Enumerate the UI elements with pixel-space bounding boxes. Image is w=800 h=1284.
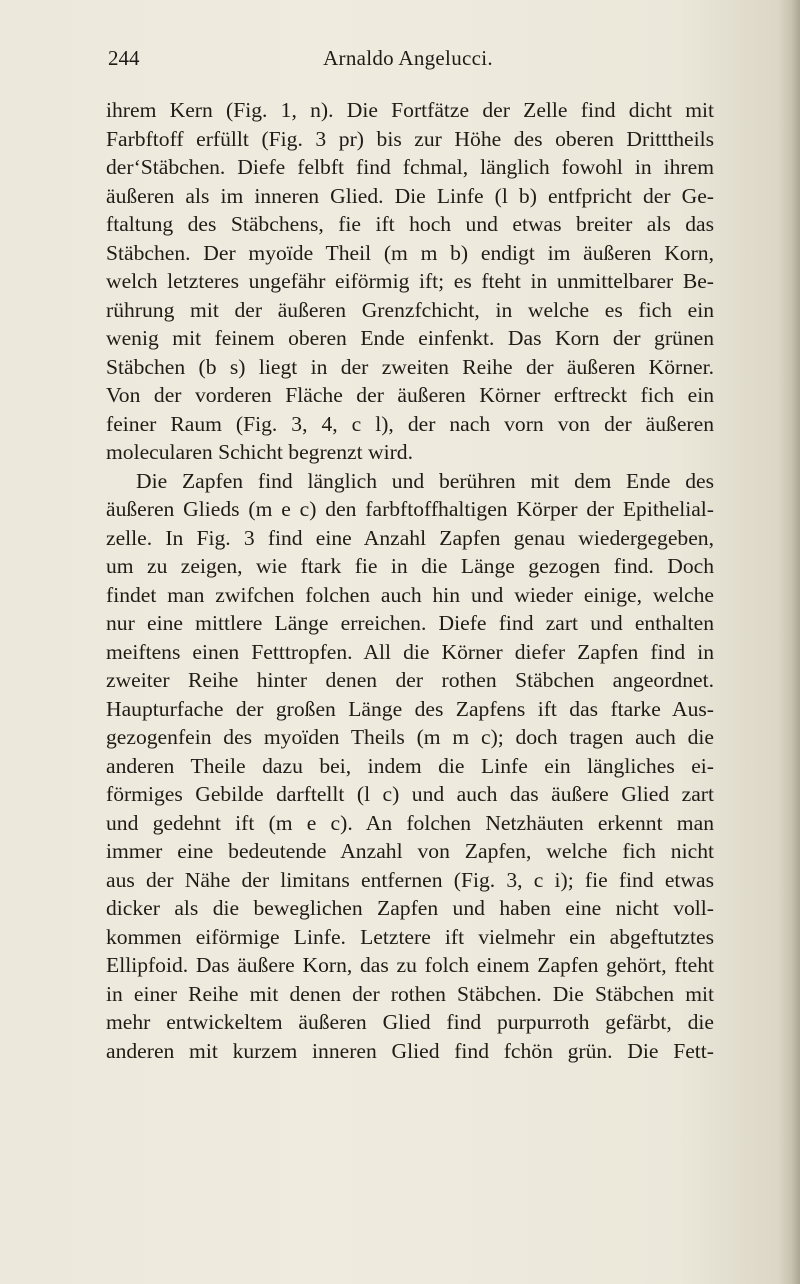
text-line: feiner Raum (Fig. 3, 4, c l), der nach vorn von der äußeren — [106, 411, 714, 436]
body-text — [106, 96, 714, 1065]
text-line: aus der Nähe der limitans entfernen (Fig. 3, c i); fie find etwas — [106, 867, 714, 892]
text-line: zelle. In Fig. 3 find eine Anzahl Zapfen genau wiedergegeben, — [106, 525, 714, 550]
text-line: Farbftoff erfüllt (Fig. 3 pr) bis zur Höhe des oberen Dritttheils — [106, 126, 714, 151]
text-line: anderen Theile dazu bei, indem die Linfe ein längliches ei- — [106, 753, 714, 778]
text-line: Haupturfache der großen Länge des Zapfens ift das ftarke Aus- — [106, 696, 714, 721]
text-line: immer eine bedeutende Anzahl von Zapfen, welche fich nicht — [106, 839, 714, 863]
text-line: Stäbchen (b s) liegt in der zweiten Reihe der äußeren Körner. — [106, 354, 714, 379]
text-line: dicker als die beweglichen Zapfen und haben eine nicht voll- — [106, 896, 714, 920]
text-line: rührung mit der äußeren Grenzfchicht, in welche es fich ein — [106, 297, 714, 322]
text-line: wenig mit feinem oberen Ende einfenkt. Das Korn der grünen — [106, 326, 714, 350]
text-line: äußeren Glieds (m e c) den farbftoffhaltigen Körper der Epithelial- — [106, 497, 714, 521]
text-line: mehr entwickeltem äußeren Glied find purpurroth gefärbt, die — [106, 1010, 714, 1034]
text-line: in einer Reihe mit denen der rothen Stäbchen. Die Stäbchen mit — [106, 981, 714, 1006]
text-line: Stäbchen. Der myoïde Theil (m m b) endigt im äußeren Korn, — [106, 240, 714, 265]
page-edge-shadow — [778, 0, 800, 1284]
text-line: Ellipfoid. Das äußere Korn, das zu folch einem Zapfen gehört, fteht — [106, 953, 714, 977]
text-line: Die Zapfen find länglich und berühren mit dem Ende des — [136, 468, 714, 493]
paragraph-2 — [106, 467, 714, 1066]
text-line: kommen eiförmige Linfe. Letztere ift vielmehr ein abgeftutztes — [106, 924, 714, 949]
text-line: und gedehnt ift (m e c). An folchen Netzhäuten erkennt man — [106, 810, 714, 835]
page-number: 244 — [108, 46, 140, 70]
text-line: zweiter Reihe hinter denen der rothen Stäbchen angeordnet. — [106, 668, 714, 692]
text-line: nur eine mittlere Länge erreichen. Diefe find zart und enthalten — [106, 611, 714, 635]
text-line: gezogenfein des myoïden Theils (m m c); doch tragen auch die — [106, 725, 714, 749]
text-line: welch letzteres ungefähr eiförmig ift; es fteht in unmittelbarer Be- — [106, 269, 714, 293]
paragraph-1 — [106, 96, 714, 467]
text-line: findet man zwifchen folchen auch hin und wieder einige, welche — [106, 582, 714, 607]
running-head: Arnaldo Angelucci. — [323, 46, 493, 70]
text-line: der‘Stäbchen. Diefe felbft find fchmal, länglich fowohl in ihrem — [106, 155, 714, 179]
text-line: Von der vorderen Fläche der äußeren Körner erftreckt fich ein — [106, 383, 714, 407]
text-line: ihrem Kern (Fig. 1, n). Die Fortfätze der Zelle find dicht mit — [106, 98, 714, 122]
text-line: meiftens einen Fetttropfen. All die Körner diefer Zapfen find in — [106, 639, 714, 664]
text-line: molecularen Schicht begrenzt wird. — [106, 440, 413, 464]
text-line: um zu zeigen, wie ftark fie in die Länge gezogen find. Doch — [106, 554, 714, 578]
page-header — [108, 46, 708, 76]
text-line: anderen mit kurzem inneren Glied find fchön grün. Die Fett- — [106, 1038, 714, 1063]
text-line: äußeren als im inneren Glied. Die Linfe (l b) entfpricht der Ge- — [106, 183, 714, 208]
text-line: ftaltung des Stäbchens, fie ift hoch und etwas breiter als das — [106, 212, 714, 236]
text-line: förmiges Gebilde darftellt (l c) und auch das äußere Glied zart — [106, 782, 714, 806]
